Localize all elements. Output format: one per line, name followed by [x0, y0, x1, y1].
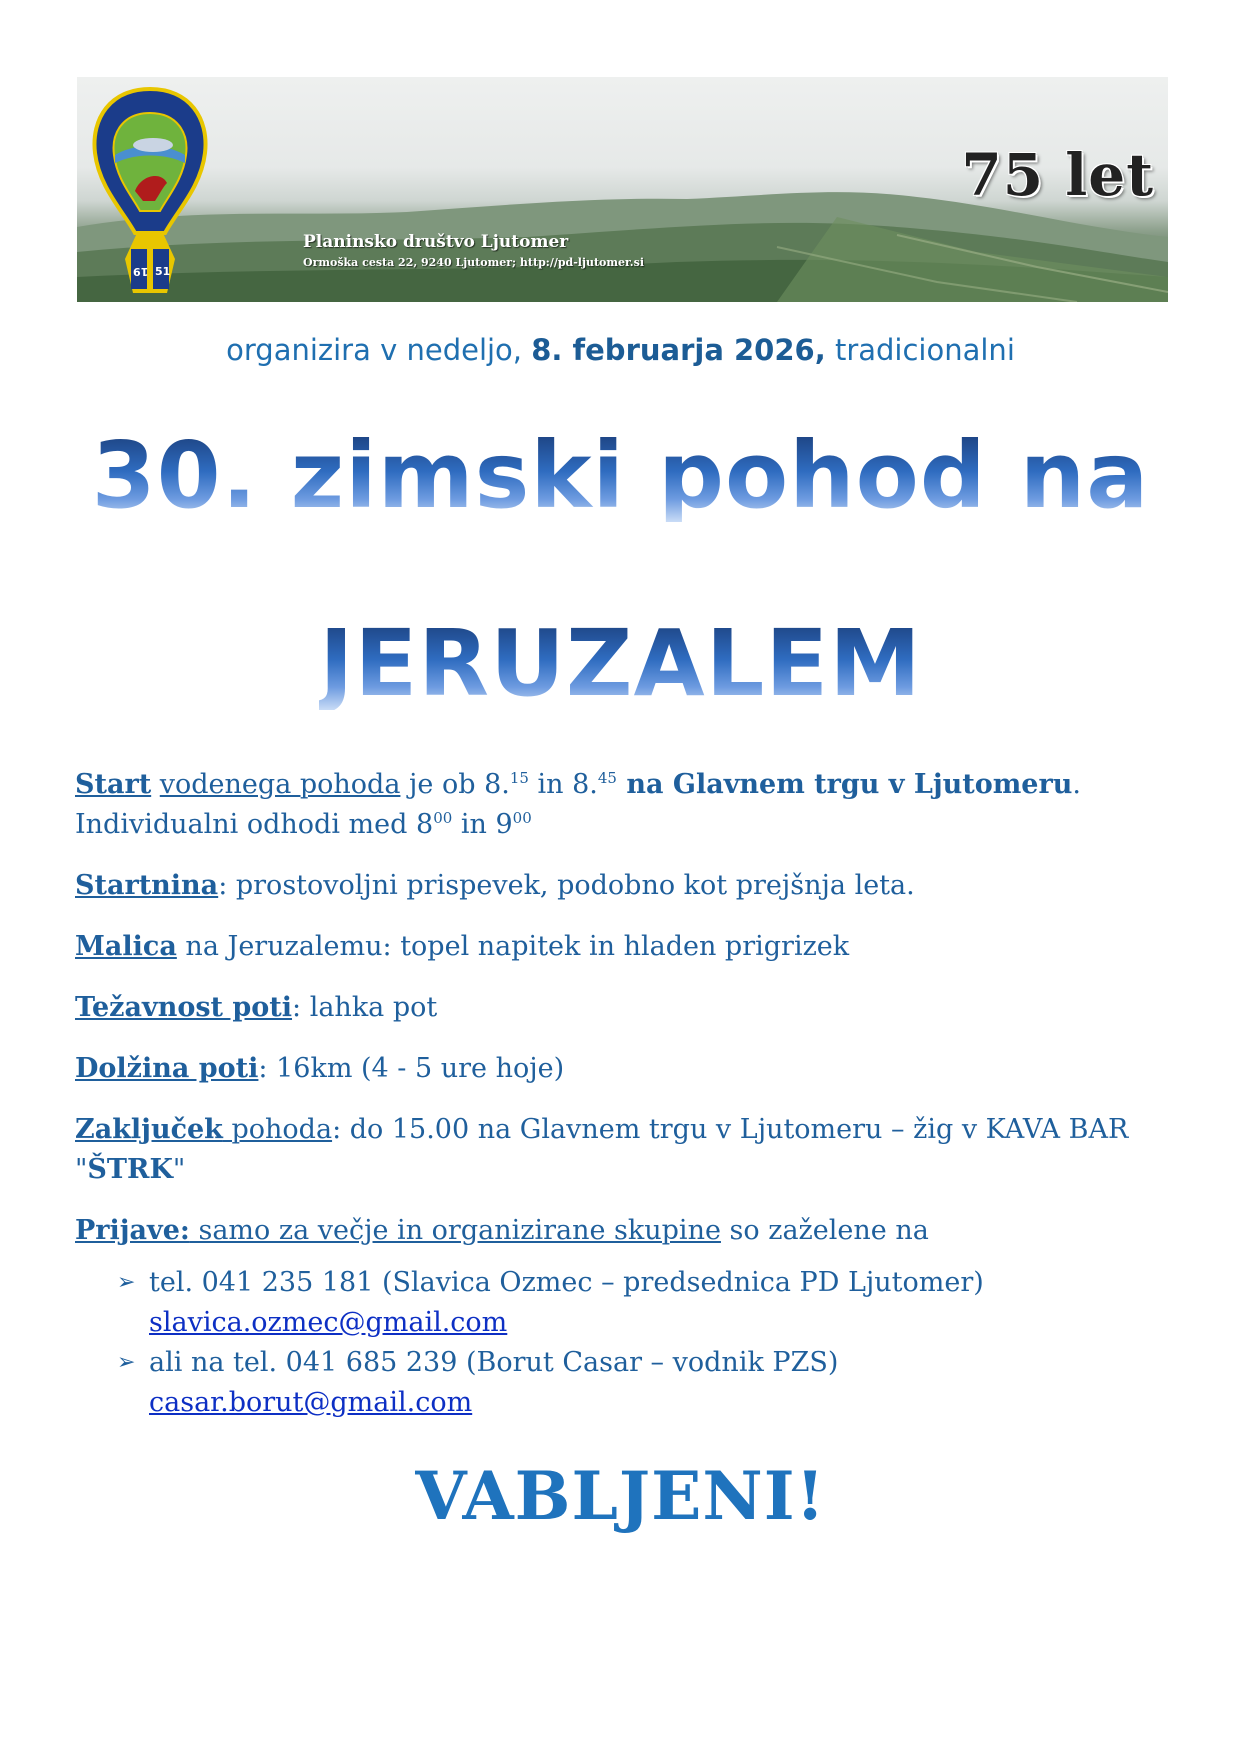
- prijave-label: Prijave:: [75, 1215, 190, 1246]
- intro-prefix: organizira v nedeljo,: [226, 333, 532, 367]
- org-name: Planinsko društvo Ljutomer: [303, 232, 569, 252]
- emblem-logo: [85, 83, 215, 297]
- intro-line: [0, 333, 1241, 367]
- prijave-text: so zaželene na: [720, 1215, 929, 1246]
- contact-phone: tel. 041 235 181 (Slavica Ozmec – predsednica PD Ljutomer): [149, 1267, 984, 1298]
- zakljucek-bar-name: ŠTRK: [87, 1154, 173, 1185]
- event-details: [75, 765, 1155, 1423]
- contact-list: [75, 1263, 1155, 1423]
- individual-text-1: Individualni odhodi med 8: [75, 809, 434, 840]
- title-line-1-reflection: 30. zimski pohod na: [91, 477, 1150, 526]
- zakljucek-end: ": [172, 1154, 186, 1185]
- start-sup-2: 45: [597, 769, 617, 787]
- contact-email-link[interactable]: slavica.ozmec@gmail.com: [149, 1307, 508, 1338]
- title-line-2-reflection: JERUZALEM: [319, 665, 922, 714]
- startnina-label: Startnina: [75, 870, 219, 901]
- start-paragraph: [75, 765, 1155, 845]
- start-label: Start: [75, 769, 152, 800]
- intro-suffix: tradicionalni: [825, 333, 1015, 367]
- startnina-text: : prostovoljni prispevek, podobno kot prejšnja leta.: [218, 870, 915, 901]
- contact-item: [117, 1263, 1155, 1343]
- start-text-1: je ob 8.: [400, 769, 510, 800]
- malica-label: Malica: [75, 931, 177, 962]
- start-place: na Glavnem trgu v Ljutomeru: [616, 769, 1073, 800]
- arrow-bullet-icon: ➢: [117, 1270, 136, 1295]
- anniversary-label: 75 let: [961, 141, 1154, 209]
- start-word: vodenega pohoda: [159, 769, 401, 800]
- individual-sup-2: 00: [512, 809, 532, 827]
- zakljucek-paragraph: [75, 1110, 1155, 1190]
- zakljucek-text: : do 15.00 na Glavnem trgu v Ljutomeru – žig v KAVA BAR ": [75, 1114, 1129, 1185]
- malica-text: na Jeruzalemu: topel napitek in hladen prigrizek: [176, 931, 850, 962]
- dolzina-text: : 16km (4 - 5 ure hoje): [258, 1053, 565, 1084]
- start-text-2: in 8.: [528, 769, 598, 800]
- zakljucek-label: Zaključek: [75, 1114, 223, 1145]
- start-sup-1: 15: [509, 769, 529, 787]
- emblem-text: [81, 79, 82, 80]
- title-line-1-text: 30. zimski pohod na: [91, 422, 1150, 529]
- header-banner: [77, 77, 1168, 302]
- title-line-2-text: JERUZALEM: [319, 610, 922, 717]
- closing-invitation: VABLJENI!: [415, 1457, 826, 1535]
- dolzina-paragraph: [75, 1049, 1155, 1089]
- contact-phone: ali na tel. 041 685 239 (Borut Casar – vodnik PZS): [149, 1347, 839, 1378]
- event-date: 8. februarja 2026,: [531, 333, 826, 367]
- event-title-line-2: [319, 610, 922, 717]
- tezavnost-paragraph: [75, 988, 1155, 1028]
- individual-text-2: in 9: [452, 809, 513, 840]
- tezavnost-text: : lahka pot: [292, 992, 438, 1023]
- individual-sup-1: 00: [433, 809, 453, 827]
- title-line-1-wrap: [0, 422, 1241, 529]
- emblem-year-left: 19: [133, 265, 149, 278]
- startnina-paragraph: [75, 866, 1155, 906]
- start-end: .: [1072, 769, 1081, 800]
- contact-email-link[interactable]: casar.borut@gmail.com: [149, 1387, 473, 1418]
- tezavnost-label: Težavnost poti: [75, 992, 293, 1023]
- org-address: Ormoška cesta 22, 9240 Ljutomer; http://pd-ljutomer.si: [303, 256, 645, 269]
- emblem-year-right: 51: [155, 265, 171, 278]
- malica-paragraph: [75, 927, 1155, 967]
- prijave-underlined: samo za večje in organizirane skupine: [189, 1215, 721, 1246]
- arrow-bullet-icon: ➢: [117, 1350, 136, 1375]
- contact-item: [117, 1343, 1155, 1423]
- title-line-2-wrap: [0, 610, 1241, 717]
- dolzina-label: Dolžina poti: [75, 1053, 259, 1084]
- event-title-line-1: [91, 422, 1150, 529]
- zakljucek-word: pohoda: [222, 1114, 333, 1145]
- prijave-paragraph: [75, 1211, 1155, 1251]
